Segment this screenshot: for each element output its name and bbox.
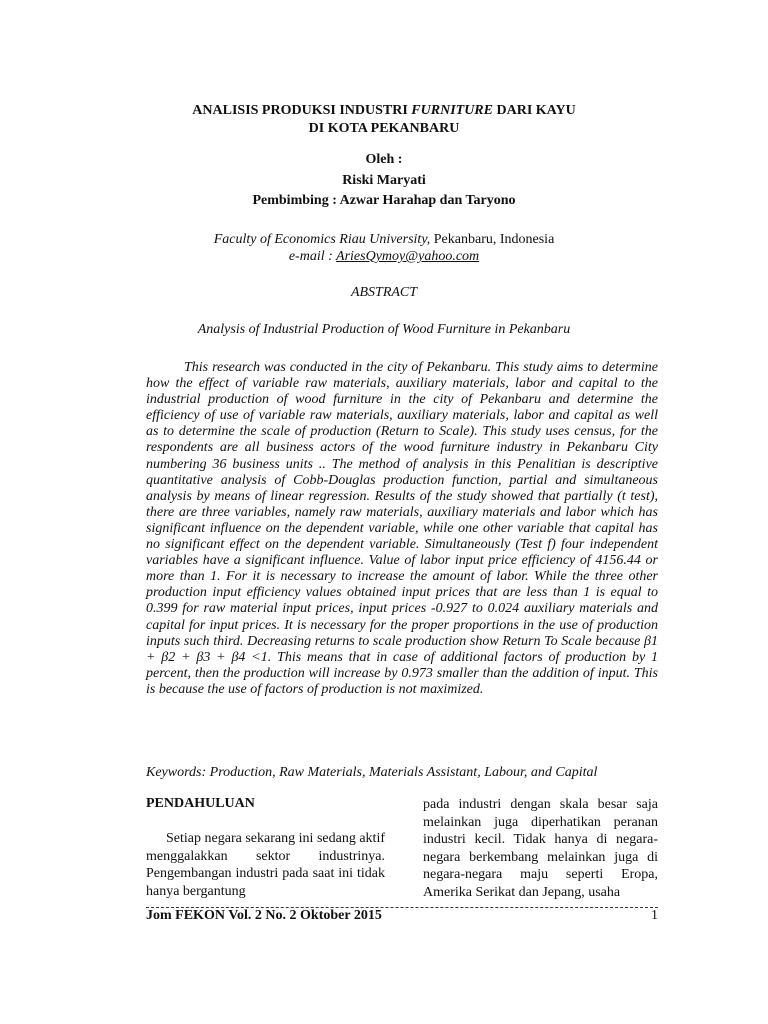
section-heading-pendahuluan: PENDAHULUAN: [146, 796, 255, 811]
affiliation: [0, 232, 768, 248]
right-column: [423, 796, 658, 902]
by-label: Oleh :: [365, 152, 403, 167]
email-label: e-mail :: [288, 249, 337, 264]
title-line-2: DI KOTA PEKANBARU: [308, 121, 460, 136]
affiliation-faculty: Faculty of Economics Riau University,: [213, 232, 431, 247]
author-name: Riski Maryati: [342, 173, 426, 188]
title-text-italic: FURNITURE: [411, 103, 493, 118]
affiliation-location: Pekanbaru, Indonesia: [430, 232, 555, 247]
intro-paragraph-right: pada industri dengan skala besar saja melainkan juga diperhatikan peranan industri kecil. Tidak hanya di negara-negara berkembang melainkan juga di negara-negara maju seperti Eropa, Amerika Serikat dan Jepang, usaha: [423, 797, 658, 900]
title-text-pre: ANALISIS PRODUKSI INDUSTRI: [192, 103, 412, 118]
page-number: 1: [651, 908, 658, 923]
supervisors: Pembimbing : Azwar Harahap dan Taryono: [252, 193, 516, 208]
title-text-post: DARI KAYU: [492, 103, 576, 118]
title-line-1: [0, 102, 768, 120]
email-link[interactable]: AriesQymoy@yahoo.com: [336, 249, 480, 264]
left-column: [146, 796, 385, 900]
intro-paragraph-left: Setiap negara sekarang ini sedang aktif menggalakkan sektor industrinya. Pengembangan industri pada saat ini tidak hanya bergantung: [146, 831, 385, 899]
keywords: Keywords: Production, Raw Materials, Materials Assistant, Labour, and Capital: [146, 765, 598, 780]
abstract-body: This research was conducted in the city of Pekanbaru. This study aims to determine how the effect of variable raw materials, auxiliary materials, labor and capital to the industrial production of wood furniture in the city of Pekanbaru and determine the efficiency of use of variable raw materials, auxiliary materials, labor and capital as well as to determine the scale of production (Return to Scale). This study uses census, for the respondents are all business actors of the wood furniture industry in Pekanbaru City numbering 36 business units .. The method of analysis in this Penalitian is descriptive quantitative analysis of Cobb-Douglas production function, partial and simultaneous analysis by means of linear regression. Results of the study showed that partially (t test), there are three variables, namely raw materials, auxiliary materials and labor which has significant influence on the dependent variable, while one other variable that capital has no significant effect on the dependent variable. Simultaneously (Test f) four independent variables have a significant influence. Value of labor input price efficiency of 4156.44 or more than 1. For it is necessary to increase the amount of labor. While the three other production input efficiency values obtained input prices that are less than 1 is equal to 0.399 for raw material input prices, input prices -0.927 to 0.024 auxiliary materials and capital for input prices. It is necessary for the proper proportions in the use of production inputs such third. Decreasing returns to scale production show Return To Scale because β1 + β2 + β3 + β4 <1. This means that in case of additional factors of production by 1 percent, then the production will increase by 0.973 smaller than the addition of input. This is because the use of factors of production is not maximized.: [146, 360, 658, 697]
paper-title: [0, 102, 768, 138]
email-line: [0, 249, 768, 265]
page-footer: [146, 908, 658, 924]
abstract-heading: ABSTRACT: [350, 285, 418, 300]
journal-citation: Jom FEKON Vol. 2 No. 2 Oktober 2015: [146, 908, 382, 923]
abstract-subtitle: Analysis of Industrial Production of Wood Furniture in Pekanbaru: [197, 322, 571, 337]
